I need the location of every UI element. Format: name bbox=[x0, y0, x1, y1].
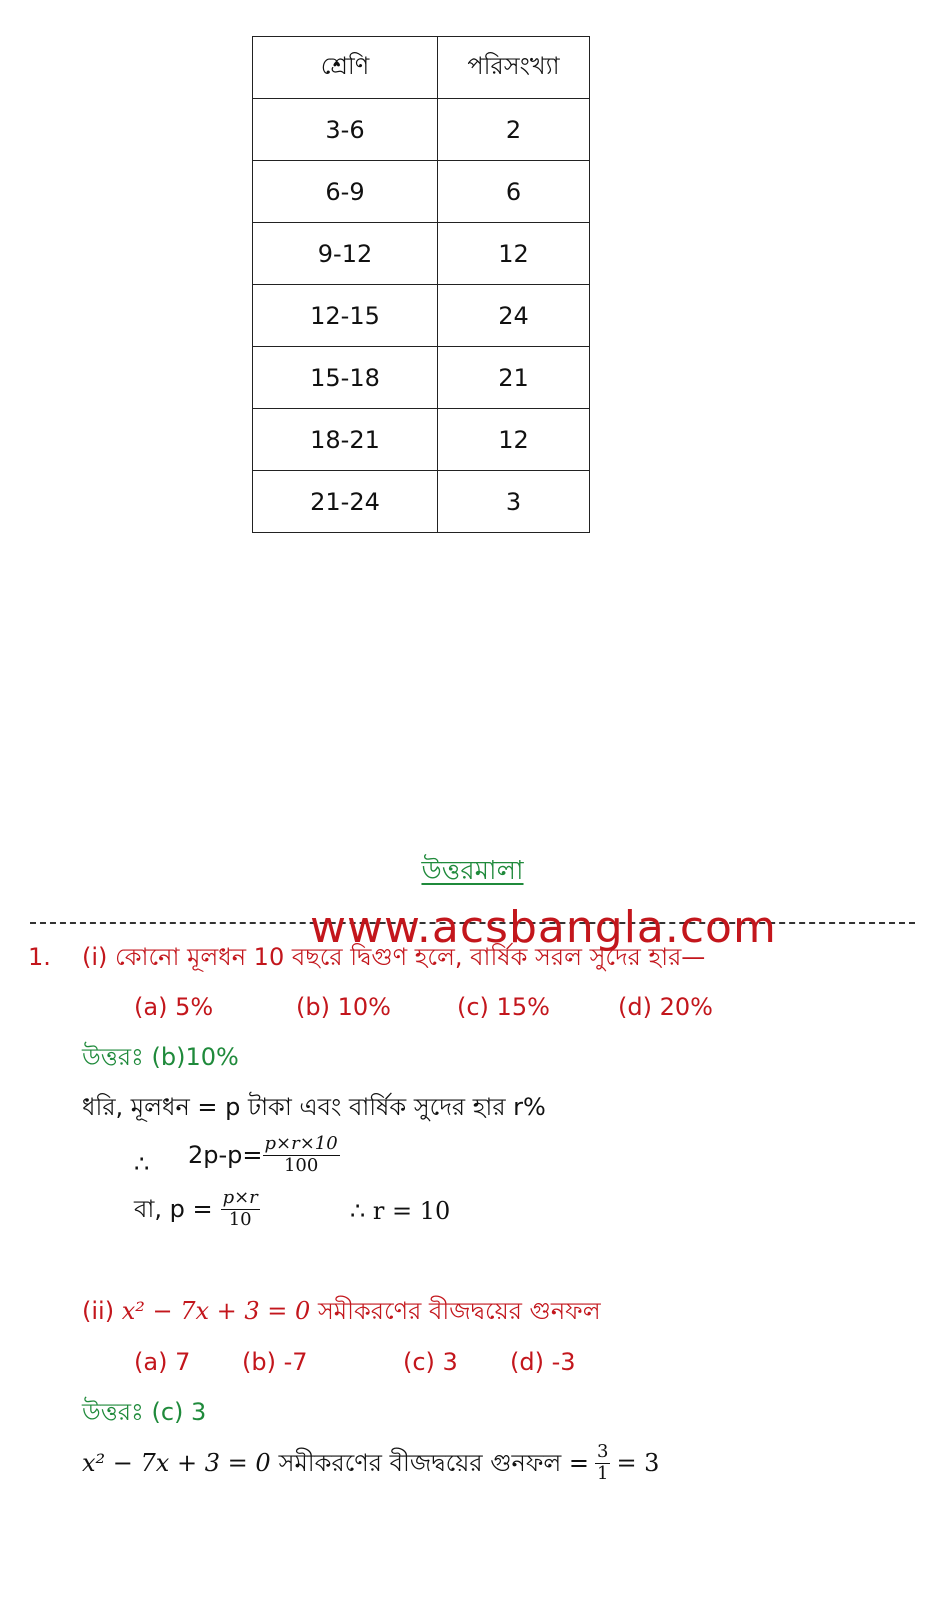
question-1-ii-text: সমীকরণের বীজদ্বয়ের গুনফল bbox=[317, 1297, 601, 1325]
question-1-i-text: (i) কোনো মূলধন 10 বছরে দ্বিগুণ হলে, বার্ষিক সরল সুদের হার— bbox=[82, 943, 706, 971]
table-row bbox=[253, 223, 590, 285]
question-1-ii-equation: x² − 7x + 3 = 0 bbox=[121, 1297, 311, 1325]
table-cell: 18-21 bbox=[253, 409, 438, 471]
fraction-denominator: 1 bbox=[596, 1462, 609, 1484]
answer-1-ii: উত্তরঃ (c) 3 bbox=[82, 1398, 207, 1426]
table-row bbox=[253, 99, 590, 161]
fraction-denominator: 10 bbox=[228, 1208, 252, 1230]
table-row bbox=[253, 347, 590, 409]
table-cell: 12 bbox=[438, 223, 590, 285]
solution-1-ii bbox=[82, 1442, 659, 1484]
option-b: (b) -7 bbox=[242, 1348, 308, 1376]
solution-fraction bbox=[595, 1442, 610, 1484]
table-header-row bbox=[253, 37, 590, 99]
option-a: (a) 7 bbox=[134, 1348, 191, 1376]
watermark: www.acsbangla.com bbox=[310, 902, 777, 953]
table-row bbox=[253, 409, 590, 471]
column-header-class: শ্রেণি bbox=[253, 37, 438, 99]
frequency-table bbox=[252, 36, 590, 533]
table-cell: 12-15 bbox=[253, 285, 438, 347]
answer-1-i: উত্তরঃ (b)10% bbox=[82, 1043, 239, 1071]
table-cell: 24 bbox=[438, 285, 590, 347]
option-c: (c) 15% bbox=[457, 993, 550, 1021]
question-1-ii bbox=[82, 1297, 601, 1326]
solution-result: = 3 bbox=[616, 1448, 660, 1477]
question-number: 1. bbox=[28, 943, 51, 971]
equation-2 bbox=[134, 1188, 260, 1230]
question-1-ii-prefix: (ii) bbox=[82, 1297, 115, 1325]
equation-1-left: 2p-p= bbox=[188, 1140, 263, 1169]
table-cell: 2 bbox=[438, 99, 590, 161]
therefore-symbol: ∴ bbox=[134, 1150, 150, 1178]
option-d: (d) 20% bbox=[618, 993, 713, 1021]
equation-1 bbox=[188, 1134, 340, 1176]
fraction-numerator: p×r×10 bbox=[264, 1133, 338, 1154]
equation-2-result: ∴ r = 10 bbox=[350, 1197, 451, 1225]
equation-1-fraction bbox=[263, 1134, 340, 1176]
fraction-denominator: 100 bbox=[283, 1154, 319, 1176]
table-cell: 6-9 bbox=[253, 161, 438, 223]
fraction-numerator: p×r bbox=[222, 1187, 258, 1208]
table-cell: 9-12 bbox=[253, 223, 438, 285]
option-a: (a) 5% bbox=[134, 993, 214, 1021]
equation-2-left: বা, p = bbox=[134, 1194, 213, 1223]
solution-line-1: ধরি, মূলধন = p টাকা এবং বার্ষিক সুদের হার r% bbox=[82, 1093, 546, 1121]
option-d: (d) -3 bbox=[510, 1348, 576, 1376]
table-cell: 3-6 bbox=[253, 99, 438, 161]
column-header-frequency: পরিসংখ্যা bbox=[438, 37, 590, 99]
fraction-numerator: 3 bbox=[596, 1441, 609, 1462]
table-cell: 12 bbox=[438, 409, 590, 471]
table-cell: 6 bbox=[438, 161, 590, 223]
table-row bbox=[253, 161, 590, 223]
equation-2-fraction bbox=[221, 1188, 260, 1230]
table-cell: 3 bbox=[438, 471, 590, 533]
table-cell: 15-18 bbox=[253, 347, 438, 409]
table-row bbox=[253, 471, 590, 533]
solution-equation: x² − 7x + 3 = 0 bbox=[82, 1448, 271, 1477]
solution-text: সমীকরণের বীজদ্বয়ের গুনফল = bbox=[278, 1448, 589, 1477]
option-c: (c) 3 bbox=[403, 1348, 458, 1376]
table-row bbox=[253, 285, 590, 347]
answers-heading: উত্তরমালা bbox=[421, 856, 524, 886]
table-cell: 21-24 bbox=[253, 471, 438, 533]
table-cell: 21 bbox=[438, 347, 590, 409]
option-b: (b) 10% bbox=[296, 993, 391, 1021]
